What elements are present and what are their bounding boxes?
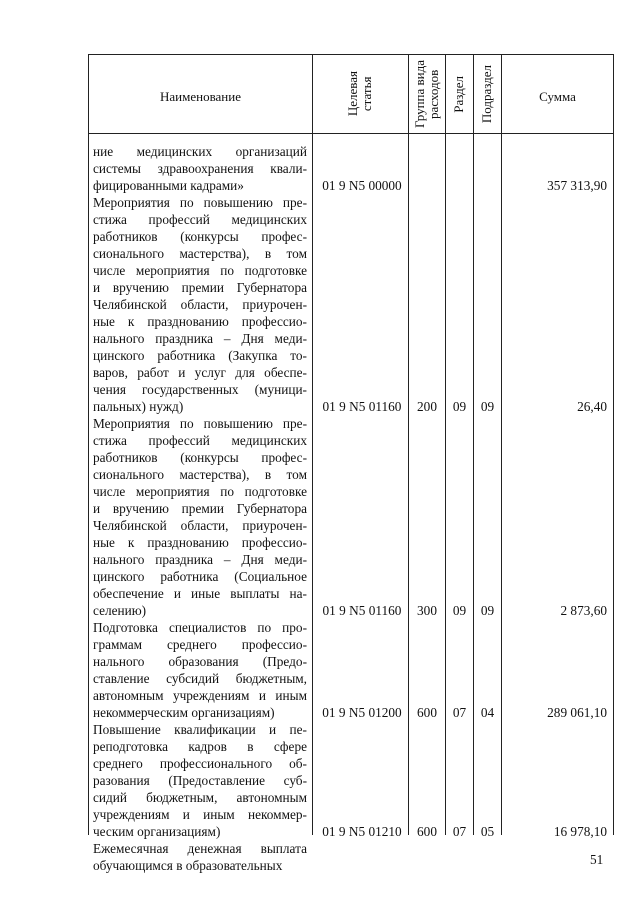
row-target-article: 01 9 N5 01200 — [322, 705, 402, 720]
header-divider — [89, 133, 613, 134]
row-expense-group: 200 — [417, 399, 437, 414]
row-description: Мероприятия по повышению пре- стижа профессий медицинских работников (конкурсы профес- сионального мастерства), в том числе мероприятия по подготовке и вручению премии Губернатора Челябинской области, приурочен- ные к празднованию профессио- нального праздника – Дня меди- цинского работника (Закупка то- варов, работ и услуг для обеспе- чения государственных (муници- пальных) нужд) — [93, 195, 307, 414]
row-subsection: 09 — [480, 603, 495, 618]
row-description: Мероприятия по повышению пре- стижа профессий медицинских работников (конкурсы профес- сионального мастерства), в том числе мероприятия по подготовке и вручению премии Губернатора Челябинской области, приурочен- ные к празднованию профессио- нального праздника – Дня меди- цинского работника (Социальное обеспечение и иные выплаты на- селению) — [93, 416, 307, 618]
header-target-article: Целевая статья — [345, 71, 374, 117]
row-subsection: 09 — [480, 399, 495, 414]
row-description: Ежемесячная денежная выплата обучающимся в образовательных — [93, 841, 307, 873]
budget-table — [88, 54, 614, 873]
row-sum: 2 873,60 — [560, 603, 607, 618]
header-subsection: Подраздел — [479, 64, 494, 124]
row-sum: 289 061,10 — [547, 705, 607, 720]
row-target-article: 01 9 N5 01160 — [322, 399, 402, 414]
row-section: 07 — [452, 705, 467, 720]
row-expense-group: 600 — [417, 705, 437, 720]
row-description: Подготовка специалистов по про- граммам среднего профессио- нального образования (Предо- ставление субсидий бюджетным, автономным учреждениям и иным некоммерческим организациям) — [93, 620, 307, 720]
row-target-article: 01 9 N5 01160 — [322, 603, 402, 618]
row-subsection: 05 — [480, 824, 495, 839]
row-subsection: 04 — [480, 705, 495, 720]
row-sum: 26,40 — [577, 399, 607, 414]
header-sum: Сумма — [539, 89, 576, 104]
row-target-article: 01 9 N5 01210 — [322, 824, 402, 839]
row-expense-group: 600 — [417, 824, 437, 839]
row-target-article: 01 9 N5 00000 — [322, 178, 402, 193]
row-section: 07 — [452, 824, 467, 839]
row-sum: 357 313,90 — [547, 178, 607, 193]
row-description: Повышение квалификации и пе- реподготовка кадров в сфере среднего профессионального об- разования (Предоставление суб- сидий бюджетным, автономным учреждениям и иным некоммер- ческим организациям) — [93, 722, 307, 839]
page-number: 51 — [590, 852, 604, 867]
header-expense-group: Группа вида расходов — [411, 60, 441, 128]
row-sum: 16 978,10 — [553, 824, 607, 839]
row-section: 09 — [452, 603, 467, 618]
column-divider — [312, 55, 313, 835]
row-expense-group: 300 — [417, 603, 437, 618]
row-section: 09 — [452, 399, 467, 414]
header-section: Раздел — [451, 75, 466, 113]
row-description: ние медицинских организаций системы здравоохранения квали- фицированными кадрами» — [93, 144, 307, 193]
header-name: Наименование — [160, 89, 241, 104]
